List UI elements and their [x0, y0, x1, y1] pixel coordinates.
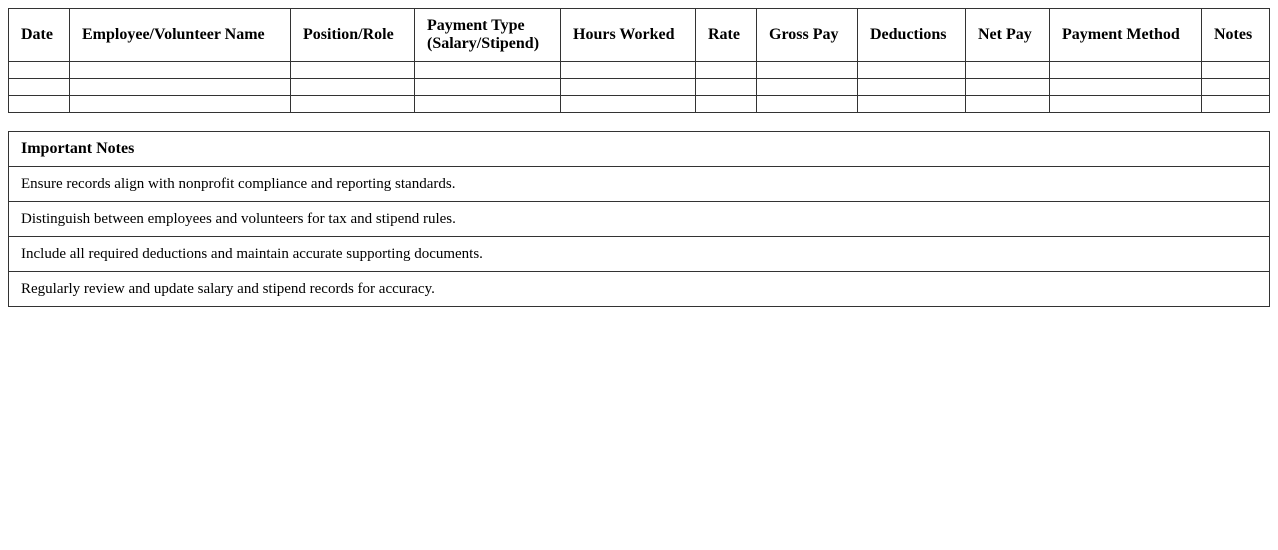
column-header-notes: Notes: [1202, 9, 1270, 62]
table-cell[interactable]: [561, 79, 696, 96]
table-header-row: [9, 9, 1270, 62]
note-item: Regularly review and update salary and stipend records for accuracy.: [9, 272, 1270, 307]
table-cell[interactable]: [70, 96, 291, 113]
table-cell[interactable]: [70, 79, 291, 96]
table-cell[interactable]: [291, 62, 415, 79]
table-cell[interactable]: [858, 62, 966, 79]
table-cell[interactable]: [291, 96, 415, 113]
column-header-rate: Rate: [696, 9, 757, 62]
table-cell[interactable]: [1050, 62, 1202, 79]
table-cell[interactable]: [415, 62, 561, 79]
table-cell[interactable]: [1050, 96, 1202, 113]
column-header-payment-method: Payment Method: [1050, 9, 1202, 62]
table-cell[interactable]: [291, 79, 415, 96]
note-item: Include all required deductions and maintain accurate supporting documents.: [9, 237, 1270, 272]
table-cell[interactable]: [70, 62, 291, 79]
column-header-deductions: Deductions: [858, 9, 966, 62]
table-cell[interactable]: [966, 62, 1050, 79]
important-notes-title: Important Notes: [9, 132, 1270, 167]
list-item: [9, 202, 1270, 237]
table-cell[interactable]: [415, 96, 561, 113]
table-cell[interactable]: [9, 62, 70, 79]
note-item: Distinguish between employees and volunteers for tax and stipend rules.: [9, 202, 1270, 237]
table-row: [9, 79, 1270, 96]
table-cell[interactable]: [561, 96, 696, 113]
column-header-hours: Hours Worked: [561, 9, 696, 62]
notes-header-row: [9, 132, 1270, 167]
column-header-net-pay: Net Pay: [966, 9, 1050, 62]
list-item: [9, 237, 1270, 272]
note-item: Ensure records align with nonprofit compliance and reporting standards.: [9, 167, 1270, 202]
column-header-name: Employee/Volunteer Name: [70, 9, 291, 62]
table-row: [9, 96, 1270, 113]
table-cell[interactable]: [966, 79, 1050, 96]
table-cell[interactable]: [757, 96, 858, 113]
table-cell[interactable]: [696, 96, 757, 113]
column-header-date: Date: [9, 9, 70, 62]
list-item: [9, 272, 1270, 307]
document-body: [8, 8, 1270, 307]
table-cell[interactable]: [1202, 96, 1270, 113]
table-cell[interactable]: [1202, 79, 1270, 96]
table-cell[interactable]: [1050, 79, 1202, 96]
important-notes-table: [8, 131, 1270, 307]
table-cell[interactable]: [858, 79, 966, 96]
payment-type-line1: Payment Type: [427, 17, 525, 34]
table-cell[interactable]: [757, 79, 858, 96]
column-header-position: Position/Role: [291, 9, 415, 62]
table-cell[interactable]: [9, 79, 70, 96]
table-cell[interactable]: [966, 96, 1050, 113]
table-cell[interactable]: [561, 62, 696, 79]
table-cell[interactable]: [696, 79, 757, 96]
table-cell[interactable]: [696, 62, 757, 79]
table-cell[interactable]: [9, 96, 70, 113]
table-cell[interactable]: [1202, 62, 1270, 79]
column-header-payment-type: [415, 9, 561, 62]
table-cell[interactable]: [415, 79, 561, 96]
table-row: [9, 62, 1270, 79]
payment-type-line2: (Salary/Stipend): [427, 35, 540, 52]
column-header-gross-pay: Gross Pay: [757, 9, 858, 62]
list-item: [9, 167, 1270, 202]
table-cell[interactable]: [858, 96, 966, 113]
table-cell[interactable]: [757, 62, 858, 79]
payroll-table: [8, 8, 1270, 113]
